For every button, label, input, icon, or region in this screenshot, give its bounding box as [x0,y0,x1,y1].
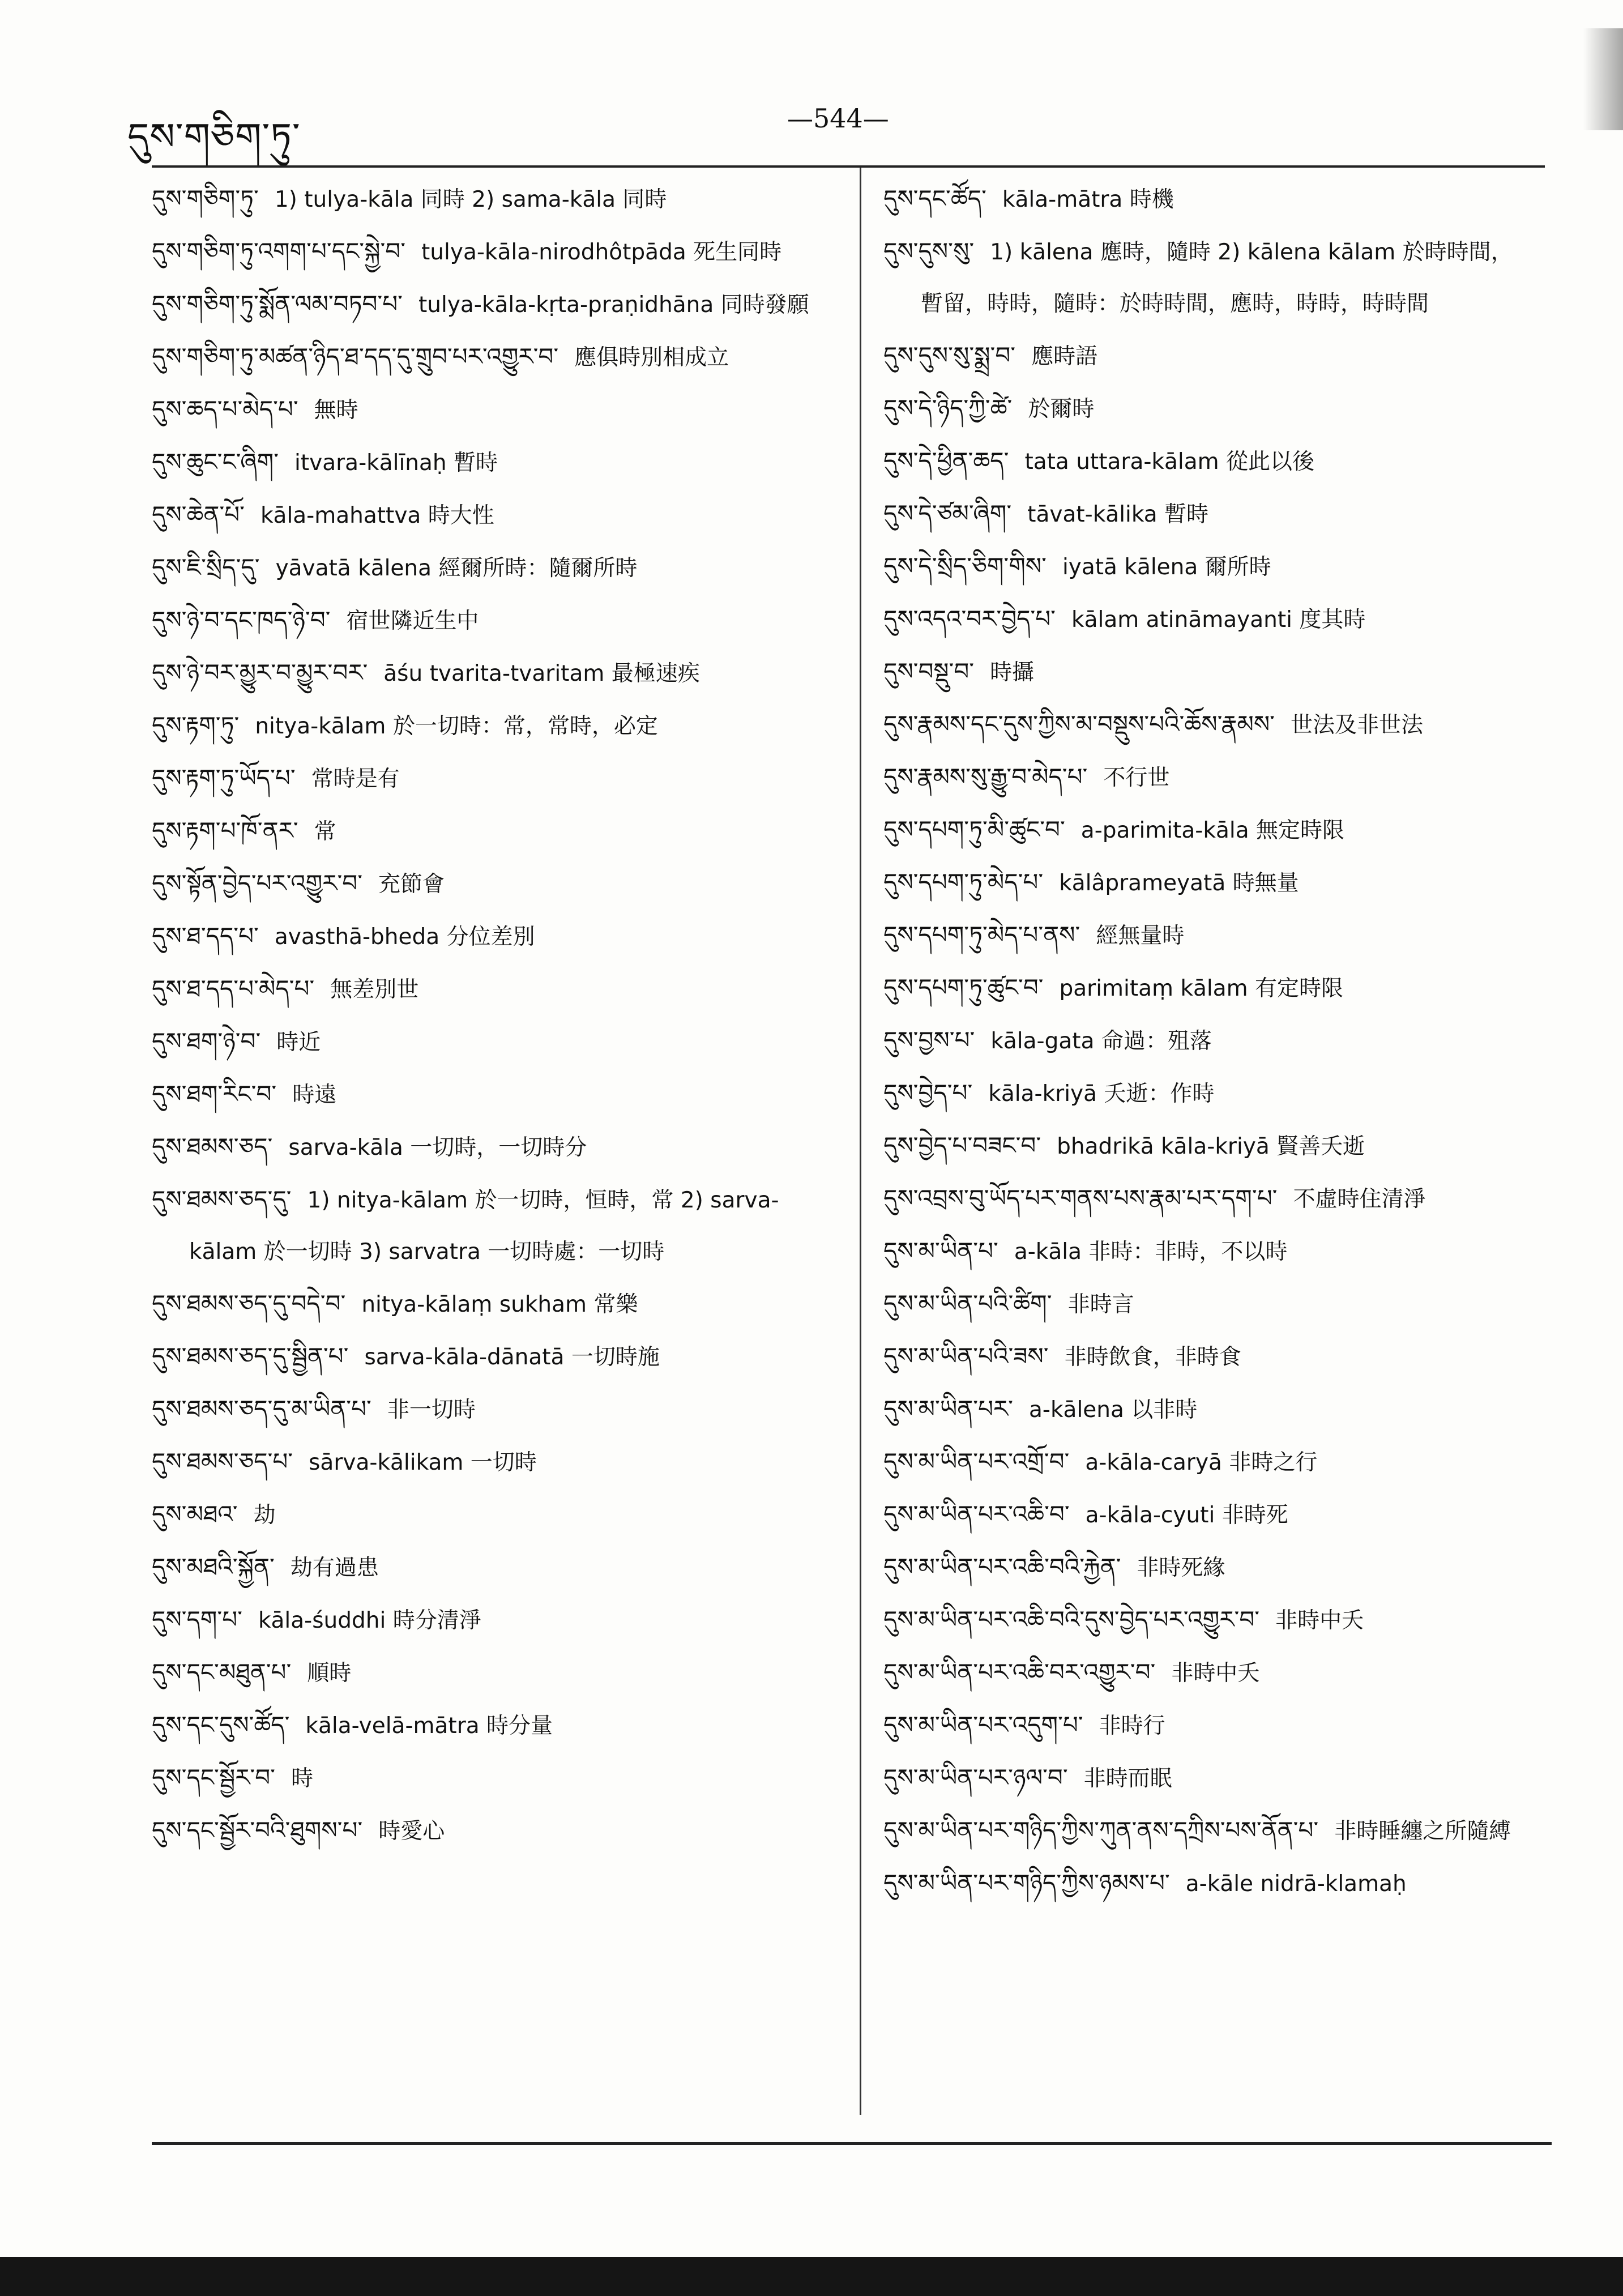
entry-gloss: nitya-kālaṃ sukham 常樂 [361,1292,638,1317]
entry-headword: དུས་མ་ཡིན་པར་འདུག་པ་ [883,1711,1083,1739]
dictionary-entry [152,1594,843,1646]
entry-headword: དུས་གཅིག་ཏུ་འགག་པ་དང་སྐྱེ་བ་ [152,237,406,265]
dictionary-entry [883,1857,1535,1910]
dictionary-entry [883,1383,1535,1436]
dictionary-entry [883,1488,1535,1541]
entry-gloss: 充節會 [378,872,445,897]
entry-headword: དུས་དང་མཐུན་པ་ [152,1658,292,1686]
dictionary-entry [152,173,843,225]
entry-headword: དུས་ཐམས་ཅད་དུ་མ་ཡིན་པ་ [152,1395,371,1423]
dictionary-entry [152,805,843,857]
entry-gloss: 經無量時 [1096,923,1185,949]
entry-gloss: kāla-mātra 時機 [1002,187,1174,212]
entry-headword: དུས་ཐམས་ཅད་པ་ [152,1448,293,1475]
entry-gloss: a-kāla-caryā 非時之行 [1085,1450,1318,1475]
entry-gloss: bhadrikā kāla-kriyā 賢善夭逝 [1057,1134,1365,1159]
dictionary-entry [152,489,843,541]
dictionary-entry [883,435,1535,488]
entry-gloss: kāla-velā-mātra 時分量 [305,1713,553,1739]
entry-gloss: 常 [314,819,336,844]
entry-headword: དུས་དེ་ཉིད་ཀྱི་ཚེ་ [883,394,1013,422]
dictionary-entry [883,1699,1535,1752]
entry-headword: དུས་དུས་སུ་ [883,237,975,265]
dictionary-entry [883,1067,1535,1120]
entry-gloss: 非時行 [1099,1713,1165,1739]
dictionary-entry [883,330,1535,382]
header-rule [152,165,1545,168]
entry-headword: དུས་མ་ཡིན་པའི་ཟས་ [883,1342,1049,1370]
dictionary-entry [883,1752,1535,1804]
dictionary-entry [152,594,843,647]
entry-headword: དུས་དང་དུས་ཚོད་ [152,1711,290,1739]
entry-headword: དུས་དེ་ཙམ་ཞིག་ [883,500,1012,527]
dictionary-entry [883,1646,1535,1699]
entry-headword: དུས་གཅིག་ཏུ་ [152,185,259,212]
entry-gloss: 時 [291,1766,313,1791]
column-divider [860,168,861,2115]
dictionary-entry [152,647,843,699]
dictionary-entry [152,1436,843,1488]
dictionary-entry [152,699,843,752]
dictionary-entry [152,1173,843,1278]
dictionary-entry [883,593,1535,646]
entry-headword: དུས་དང་སྦྱོར་བ་ [152,1764,275,1791]
dictionary-entry [152,857,843,910]
entry-gloss: 非時睡纏之所隨縛 [1334,1819,1511,1844]
entry-headword: དུས་ཐག་རིང་བ་ [152,1080,277,1108]
entry-headword: དུས་ཆད་པ་མེད་པ་ [152,395,298,423]
dictionary-entry [152,963,843,1015]
entry-gloss: tāvat-kālika 暫時 [1027,502,1209,527]
entry-gloss: 無時 [314,398,358,423]
entry-gloss: 非一切時 [387,1397,476,1423]
entry-gloss: kāla-gata 命過：殂落 [990,1028,1212,1054]
entry-headword: དུས་མ་ཡིན་པར་འཆི་བའི་རྐྱེན་ [883,1553,1121,1581]
entry-gloss: a-kāla-cyuti 非時死 [1085,1503,1288,1528]
entry-headword: དུས་གཅིག་ཏུ་མཚན་ཉིད་ཐ་དད་དུ་གྲུབ་པར་འགྱུར་བ་ [152,343,559,370]
entry-gloss: 世法及非世法 [1291,712,1424,738]
entry-gloss: 非時中夭 [1275,1608,1364,1633]
entry-gloss: 宿世隣近生中 [346,608,479,634]
entry-gloss: 非時死緣 [1137,1555,1225,1581]
entry-headword: དུས་ཉེ་བ་དང་ཁད་ཉེ་བ་ [152,606,331,634]
entry-headword: དུས་མ་ཡིན་པར་འཆི་བར་འགྱུར་བ་ [883,1658,1156,1686]
entry-gloss: 應俱時別相成立 [574,345,729,370]
dictionary-entry [152,1752,843,1804]
dictionary-entry [883,1436,1535,1488]
right-column [883,173,1535,1910]
entry-headword: དུས་དང་ཚོད་ [883,185,986,212]
entry-gloss: kālâprameyatā 時無量 [1059,870,1299,896]
entry-gloss: 劫 [253,1503,276,1528]
entry-headword: དུས་བསྡུ་བ་ [883,658,975,685]
entry-headword: དུས་འབྲས་བུ་ཡོད་པར་གནས་པས་རྣམ་པར་དག་པ་ [883,1184,1278,1212]
dictionary-entry [152,1541,843,1594]
dictionary-entry [152,436,843,489]
dictionary-entry [883,1278,1535,1330]
entry-gloss: āśu tvarita-tvaritam 最極速疾 [383,661,700,686]
dictionary-entry [152,1646,843,1699]
dictionary-entry [883,1172,1535,1225]
entry-headword: དུས་ཐམས་ཅད་དུ་བདེ་བ་ [152,1290,346,1317]
entry-headword: དུས་རྣམས་སུ་རྒྱུ་བ་མེད་པ་ [883,763,1088,791]
entry-gloss: a-kāle nidrā-klamaḥ [1185,1871,1407,1897]
scan-edge-mark [1583,28,1623,130]
entry-headword: དུས་བྱས་པ་ [883,1026,975,1054]
entry-headword: དུས་ཆུང་ང་ཞིག་ [152,448,279,476]
entry-headword: དུས་མཐའི་སྐྱོན་ [152,1553,275,1581]
dictionary-entry [152,225,843,278]
entry-headword: དུས་དག་པ་ [152,1606,242,1633]
entry-gloss: itvara-kālīnaḥ 暫時 [294,450,498,476]
entry-gloss: kāla-mahattva 時大性 [260,503,494,528]
entry-headword: དུས་རྟག་ཏུ་ཡོད་པ་ [152,764,296,792]
entry-gloss: tulya-kāla-nirodhôtpāda 死生同時 [421,240,782,265]
entry-headword: དུས་བྱེད་པ་བཟང་བ་ [883,1132,1041,1159]
entry-headword: དུས་མ་ཡིན་པར་འཆི་བའི་དུས་བྱེད་པར་འགྱུར་བ་ [883,1606,1260,1633]
entry-headword: དུས་ཐ་དད་པ་མེད་པ་ [152,975,315,1002]
dictionary-entry [152,1278,843,1330]
dictionary-entry [883,1594,1535,1646]
entry-gloss: sārva-kālikam 一切時 [309,1450,537,1475]
dictionary-entry [152,541,843,594]
entry-headword: དུས་བྱེད་པ་ [883,1079,973,1107]
entry-gloss: 順時 [307,1661,352,1686]
dictionary-entry [883,1330,1535,1383]
dictionary-entry [883,698,1535,751]
entry-headword: དུས་ཐམས་ཅད་དུ་སྦྱིན་པ་ [152,1342,349,1370]
dictionary-entry [883,225,1535,330]
entry-headword: དུས་རྟག་པ་ཁོ་ནར་ [152,817,298,844]
entry-gloss: 時遠 [292,1082,337,1108]
dictionary-entry [883,909,1535,962]
running-head: དུས་གཅིག་ཏུ་ [127,115,301,159]
entry-gloss: 非時飲食，非時食 [1064,1345,1241,1370]
dictionary-entry [152,1015,843,1068]
left-column [152,173,843,1857]
entry-headword: དུས་དང་སྦྱོར་བའི་ཐུགས་པ་ [152,1816,363,1844]
entry-headword: དུས་མ་ཡིན་པ་ [883,1237,998,1265]
entry-headword: དུས་མ་ཡིན་པར་འཆི་བ་ [883,1500,1070,1528]
entry-gloss: 1) tulya-kāla 同時 2) sama-kāla 同時 [274,187,667,212]
dictionary-entry [152,383,843,436]
entry-gloss: 常時是有 [311,766,400,792]
entry-gloss: 於爾時 [1028,396,1095,422]
entry-gloss: 1) nitya-kālam 於一切時，恒時，常 2) sarva-kālam 於一切時 3) sarvatra 一切時處：一切時 [189,1188,779,1265]
dictionary-entry [883,1225,1535,1278]
entry-gloss: 時近 [276,1030,321,1055]
dictionary-entry [152,1068,843,1121]
entry-headword: དུས་དཔག་ཏུ་མེད་པ་ [883,868,1044,896]
entry-headword: དུས་རྟག་ཏུ་ [152,711,240,739]
dictionary-entry [152,910,843,963]
dictionary-entry [152,278,843,331]
dictionary-entry [883,382,1535,435]
dictionary-entry [152,1804,843,1857]
entry-gloss: 劫有過患 [290,1555,379,1581]
dictionary-entry [883,1804,1535,1857]
entry-gloss: kāla-śuddhi 時分清淨 [258,1608,481,1633]
entry-gloss: sarva-kāla-dānatā 一切時施 [364,1345,660,1370]
dictionary-entry [883,540,1535,593]
dictionary-entry [883,856,1535,909]
entry-headword: དུས་འདའ་བར་བྱེད་པ་ [883,605,1056,633]
dictionary-entry [152,1121,843,1173]
entry-headword: དུས་དེ་ཕྱིན་ཆད་ [883,447,1009,475]
dictionary-entry [883,1120,1535,1172]
entry-headword: དུས་མ་ཡིན་པར་གཉིད་ཀྱིས་ཀུན་ནས་དཀྲིས་པས་ནོན་པ་ [883,1816,1319,1844]
entry-headword: དུས་དེ་སྲིད་ཅིག་གིས་ [883,552,1047,580]
entry-gloss: kāla-kriyā 夭逝：作時 [988,1081,1215,1107]
entry-gloss: 非時而眠 [1083,1766,1172,1791]
entry-gloss: 無差別世 [330,977,419,1002]
entry-headword: དུས་ཐམས་ཅད་དུ་ [152,1185,292,1213]
entry-headword: དུས་ཆེན་པོ་ [152,501,245,528]
dictionary-entry [883,1541,1535,1594]
entry-gloss: nitya-kālam 於一切時：常，常時，必定 [255,714,658,739]
entry-headword: དུས་ཐག་ཉེ་བ་ [152,1027,261,1055]
entry-gloss: a-parimita-kāla 無定時限 [1080,818,1344,843]
dictionary-entry [883,173,1535,225]
entry-headword: དུས་སྟོན་བྱེད་པར་འགྱུར་བ་ [152,869,363,897]
dictionary-entry [883,751,1535,804]
entry-gloss: avasthā-bheda 分位差別 [274,924,535,950]
dictionary-entry [152,1383,843,1436]
dictionary-entry [152,752,843,805]
bottom-rule [152,2142,1552,2145]
entry-gloss: 非時中夭 [1171,1661,1260,1686]
entry-gloss: 時攝 [990,660,1035,685]
entry-gloss: sarva-kāla 一切時，一切時分 [288,1135,587,1160]
entry-headword: དུས་ཐ་དད་པ་ [152,922,259,950]
entry-headword: དུས་གཅིག་ཏུ་སྨོན་ལམ་བཏབ་པ་ [152,290,403,318]
dictionary-entry [152,331,843,383]
entry-gloss: kālam atināmayanti 度其時 [1071,607,1366,633]
entry-gloss: 1) kālena 應時，隨時 2) kālena kālam 於時時間，暫留，時時，隨時：於時時間，應時，時時，時時間 [921,240,1513,317]
entry-gloss: tulya-kāla-kṛta-praṇidhāna 同時發願 [418,292,809,318]
entry-gloss: 時愛心 [378,1819,445,1844]
entry-gloss: 非時言 [1067,1292,1134,1317]
entry-gloss: a-kāla 非時：非時，不以時 [1014,1239,1288,1265]
dictionary-entry [152,1699,843,1752]
entry-gloss: 應時語 [1031,344,1098,369]
dictionary-entry [152,1330,843,1383]
entry-gloss: iyatā kālena 爾所時 [1062,554,1271,580]
dictionary-entry [883,646,1535,698]
entry-headword: དུས་མ་ཡིན་པར་ཉལ་བ་ [883,1764,1068,1791]
entry-headword: དུས་མ་ཡིན་པར་ [883,1395,1013,1423]
entry-headword: དུས་ཉེ་བར་མྱུར་བ་མྱུར་བར་ [152,659,368,686]
entry-gloss: a-kālena 以非時 [1028,1397,1198,1423]
entry-gloss: yāvatā kālena 經爾所時：隨爾所時 [275,556,638,581]
entry-headword: དུས་རྣམས་དང་དུས་ཀྱིས་མ་བསྡུས་པའི་ཆོས་རྣམས་ [883,710,1275,738]
entry-headword: དུས་ཇི་སྲིད་དུ་ [152,553,260,581]
dictionary-entry [883,1014,1535,1067]
entry-headword: དུས་དུས་སུ་སྨྲ་བ་ [883,342,1016,369]
dictionary-entry [883,962,1535,1014]
dictionary-entry [883,804,1535,856]
entry-gloss: tata uttara-kālam 從此以後 [1024,449,1315,475]
entry-gloss: parimitaṃ kālam 有定時限 [1059,976,1344,1001]
entry-gloss: 不虛時住清淨 [1293,1187,1426,1212]
entry-headword: དུས་དཔག་ཏུ་མེད་པ་ནས་ [883,921,1080,949]
entry-headword: དུས་མ་ཡིན་པར་གཉིད་ཀྱིས་ཉམས་པ་ [883,1869,1170,1897]
entry-headword: དུས་མ་ཡིན་པར་འགྲོ་བ་ [883,1448,1070,1475]
dictionary-entry [152,1488,843,1541]
entry-headword: དུས་མཐའ་ [152,1500,238,1528]
entry-gloss: 不行世 [1103,765,1170,791]
entry-headword: དུས་དཔག་ཏུ་མི་ཚུང་བ་ [883,816,1065,843]
entry-headword: དུས་མ་ཡིན་པའི་ཚིག་ [883,1290,1052,1317]
entry-headword: དུས་དཔག་ཏུ་ཚུང་བ་ [883,974,1044,1001]
entry-headword: དུས་ཐམས་ཅད་ [152,1133,273,1160]
scan-bottom-edge [0,2257,1623,2296]
page-number: —544— [787,103,889,134]
dictionary-entry [883,488,1535,540]
